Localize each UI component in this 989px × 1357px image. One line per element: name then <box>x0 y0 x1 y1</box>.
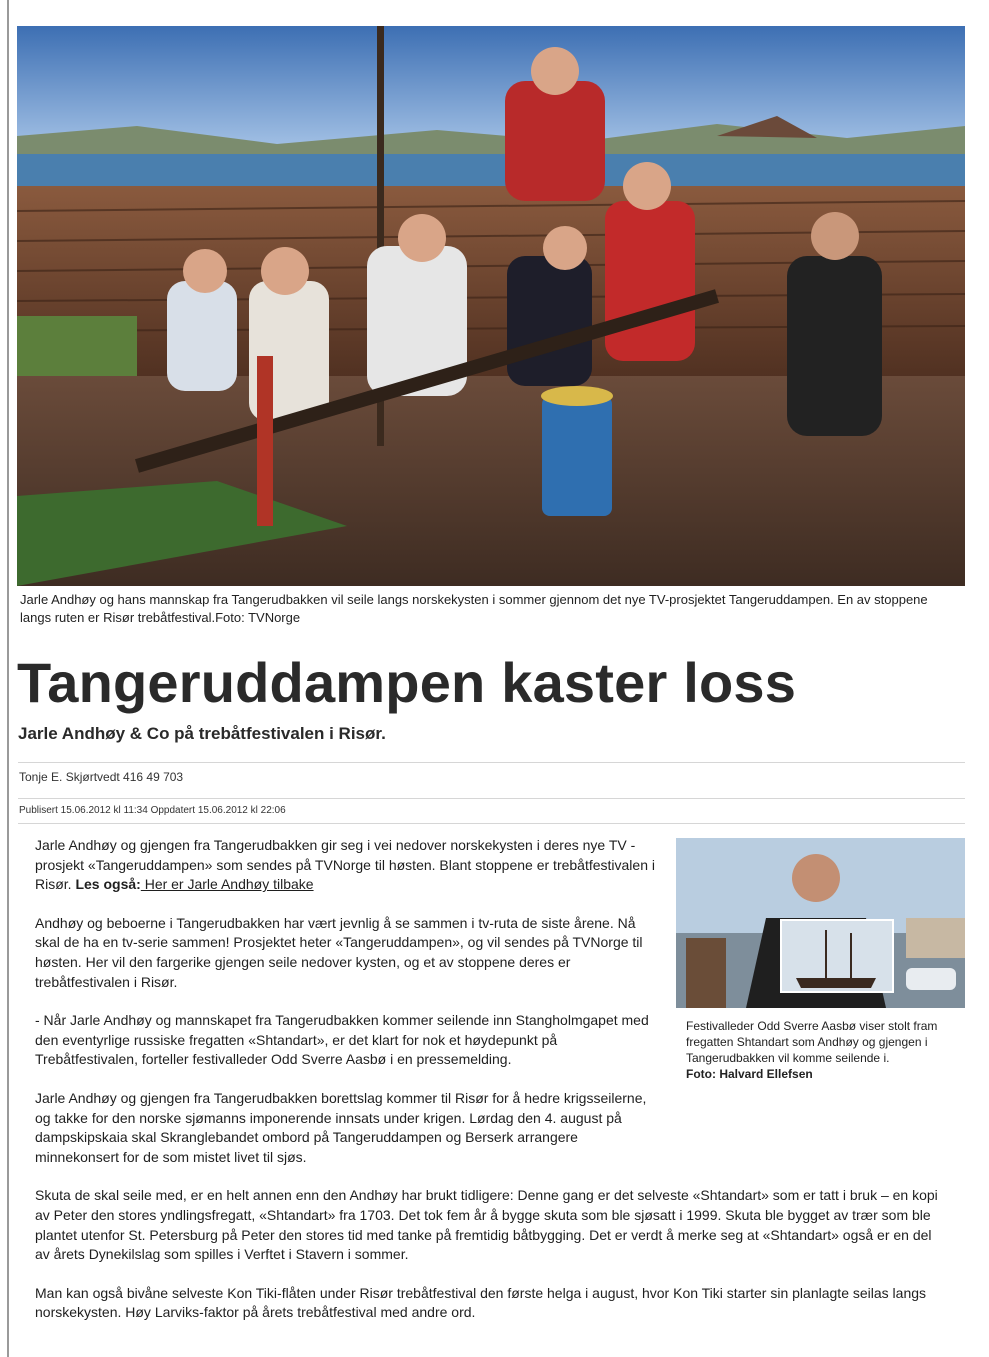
side-photo-credit: Foto: Halvard Ellefsen <box>686 1067 813 1081</box>
paragraph: - Når Jarle Andhøy og mannskapet fra Tangerudbakken kommer seilende inn Stangholmgapet med den eventyrlige russiske fregatten «Shtandart», er det klart for nok et høydepunkt på Trebåtfestivalen, forteller festivalleder Odd Sverre Aasbø i en pressemelding. <box>35 1012 649 1068</box>
byline: Tonje E. Skjørtvedt 416 49 703 <box>19 770 184 784</box>
divider <box>18 798 965 799</box>
divider <box>18 823 965 824</box>
divider <box>18 762 965 763</box>
hero-caption: Jarle Andhøy og hans mannskap fra Tangerudbakken vil seile langs norskekysten i sommer gjennom det nye TV-prosjektet Tangeruddampen. En av stoppene langs ruten er Risør trebåtfestival.Foto: TVNorge <box>20 592 928 625</box>
paragraph: Skuta de skal seile med, er en helt annen enn den Andhøy har brukt tidligere: Denne gang er det selveste «Shtandart» som er tatt i bruk – en kopi av Peter den stores yndlingsfregatt, «Shtandart» fra 1703. Det tok fem år å bygge skuta som ble sjøsatt i 1999. Skuta ble bygget av trær som ble plantet utenfor St. Petersburg på Peter den stores tid med tanke på fremtidig båtbygging. Det er verdt å merke seg at «Shtandart» også er en del av årets Dynekilslag som spilles i Verftet i Stavern i sommer. <box>35 1187 938 1263</box>
paragraph: Man kan også bivåne selveste Kon Tiki-flåten under Risør trebåtfestival den første helga i august, hvor Kon Tiki starter sin planlagte seilas langs norskekysten. Høy Larviks-faktor på årets trebåtfestival med andre ord. <box>35 1284 927 1321</box>
article-subheadline: Jarle Andhøy & Co på trebåtfestivalen i Risør. <box>18 724 386 743</box>
side-caption-text: Festivalleder Odd Sverre Aasbø viser stolt fram fregatten Shtandart som Andhøy og gjengen i Tangerudbakken vil komme seilende i. <box>686 1019 938 1065</box>
paragraph: Andhøy og beboerne i Tangerudbakken har vært jevnlig å se sammen i tv-ruta de siste årene. Nå skal de ha en tv-serie sammen! Prosjektet heter «Tangeruddampen», og vil sendes på TVNorge til høsten. Her vil den fargerike gjengen seile nedover kysten, og et av stoppene deres er trebåtfestivalen i Risør. <box>35 914 643 990</box>
hero-photo-illustration <box>17 26 965 586</box>
paragraph: Jarle Andhøy og gjengen fra Tangerudbakken borettslag kommer til Risør for å hedre krigsseilerne, og takke for den norske sjømanns imponerende innsats under krigen. Lørdag den 4. august på dampskipskaia skal Skranglebandet ombord på Tangeruddampen og Berserk arrangere minnekonsert for de som mistet livet til sjøs. <box>35 1089 647 1165</box>
side-photo-caption <box>686 1018 962 1082</box>
published-timestamp: Publisert 15.06.2012 kl 11:34 Oppdatert 15.06.2012 kl 22:06 <box>19 805 286 816</box>
hero-photo <box>17 26 965 586</box>
side-photo-illustration <box>676 838 965 1008</box>
paragraph-text: Jarle Andhøy og gjengen fra Tangerudbakken gir seg i vei nedover norskekysten i deres nye TV -prosjekt «Tangeruddampen» som sendes på TVNorge til høsten. Blant stoppene er trebåtfestivalen i Risør. <box>35 837 655 893</box>
also-read-link[interactable]: Her er Jarle Andhøy tilbake <box>140 876 314 893</box>
also-read-label: Les også: <box>75 876 141 893</box>
article-headline: Tangeruddampen kaster loss <box>17 651 797 714</box>
scan-edge <box>7 0 9 1357</box>
side-photo <box>676 838 965 1008</box>
paragraph <box>35 836 660 895</box>
